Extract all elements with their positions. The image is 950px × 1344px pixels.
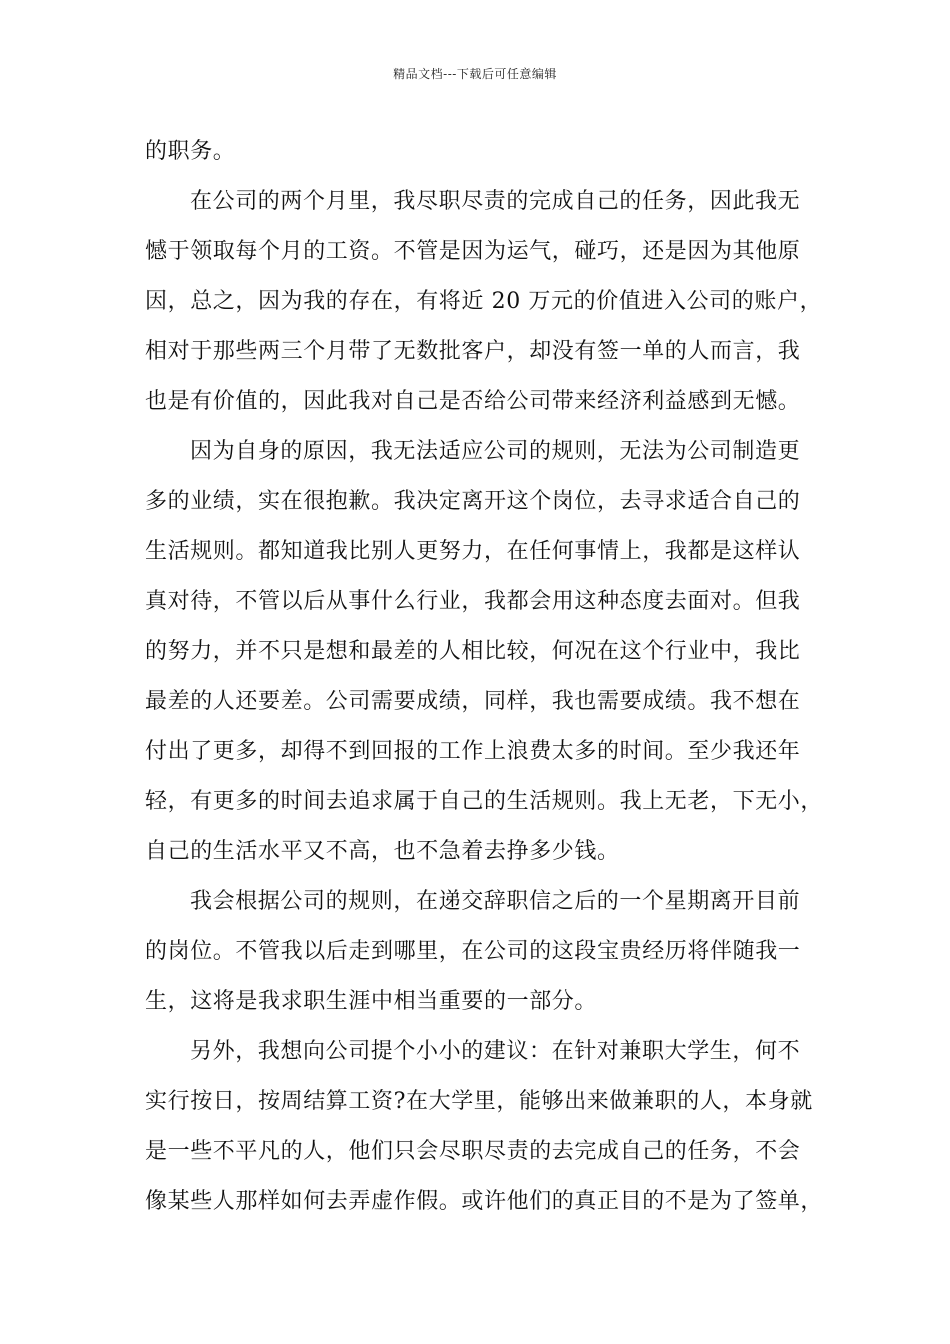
text-line: 的努力，并不只是想和最差的人相比较，何况在这个行业中，我比 bbox=[145, 639, 801, 664]
text-line: 也是有价值的，因此我对自己是否给公司带来经济利益感到无憾。 bbox=[145, 389, 801, 414]
text-line: 多的业绩，实在很抱歉。我决定离开这个岗位，去寻求适合自己的 bbox=[145, 489, 801, 514]
text-line: 生活规则。都知道我比别人更努力，在任何事情上，我都是这样认 bbox=[145, 539, 801, 564]
text-line: 因，总之，因为我的存在，有将近 20 万元的价值进入公司的账户， bbox=[145, 289, 823, 314]
text-line: 相对于那些两三个月带了无数批客户，却没有签一单的人而言，我 bbox=[145, 339, 801, 364]
text-line: 是一些不平凡的人，他们只会尽职尽责的去完成自己的任务，不会 bbox=[145, 1139, 801, 1164]
text-line: 自己的生活水平又不高，也不急着去挣多少钱。 bbox=[145, 839, 620, 864]
text-line: 真对待，不管以后从事什么行业，我都会用这种态度去面对。但我 bbox=[145, 589, 801, 614]
text-line: 生，这将是我求职生涯中相当重要的一部分。 bbox=[145, 989, 598, 1014]
text-line: 实行按日，按周结算工资?在大学里，能够出来做兼职的人，本身就 bbox=[145, 1089, 813, 1114]
page-header: 精品文档---下载后可任意编辑 bbox=[393, 67, 557, 81]
text-line: 在公司的两个月里，我尽职尽责的完成自己的任务，因此我无 bbox=[190, 189, 801, 214]
text-line: 因为自身的原因，我无法适应公司的规则，无法为公司制造更 bbox=[190, 439, 801, 464]
text-line: 憾于领取每个月的工资。不管是因为运气，碰巧，还是因为其他原 bbox=[145, 239, 801, 264]
text-line: 轻，有更多的时间去追求属于自己的生活规则。我上无老，下无小， bbox=[145, 789, 824, 814]
document-body bbox=[145, 127, 824, 1227]
text-line: 最差的人还要差。公司需要成绩，同样，我也需要成绩。我不想在 bbox=[145, 689, 801, 714]
text-line: 的职务。 bbox=[145, 139, 236, 164]
text-line: 像某些人那样如何去弄虚作假。或许他们的真正目的不是为了签单， bbox=[145, 1189, 824, 1214]
text-line: 另外，我想向公司提个小小的建议：在针对兼职大学生，何不 bbox=[190, 1039, 801, 1064]
text-line: 我会根据公司的规则，在递交辞职信之后的一个星期离开目前 bbox=[190, 889, 801, 914]
text-line: 的岗位。不管我以后走到哪里，在公司的这段宝贵经历将伴随我一 bbox=[145, 939, 801, 964]
text-line: 付出了更多，却得不到回报的工作上浪费太多的时间。至少我还年 bbox=[145, 739, 801, 764]
